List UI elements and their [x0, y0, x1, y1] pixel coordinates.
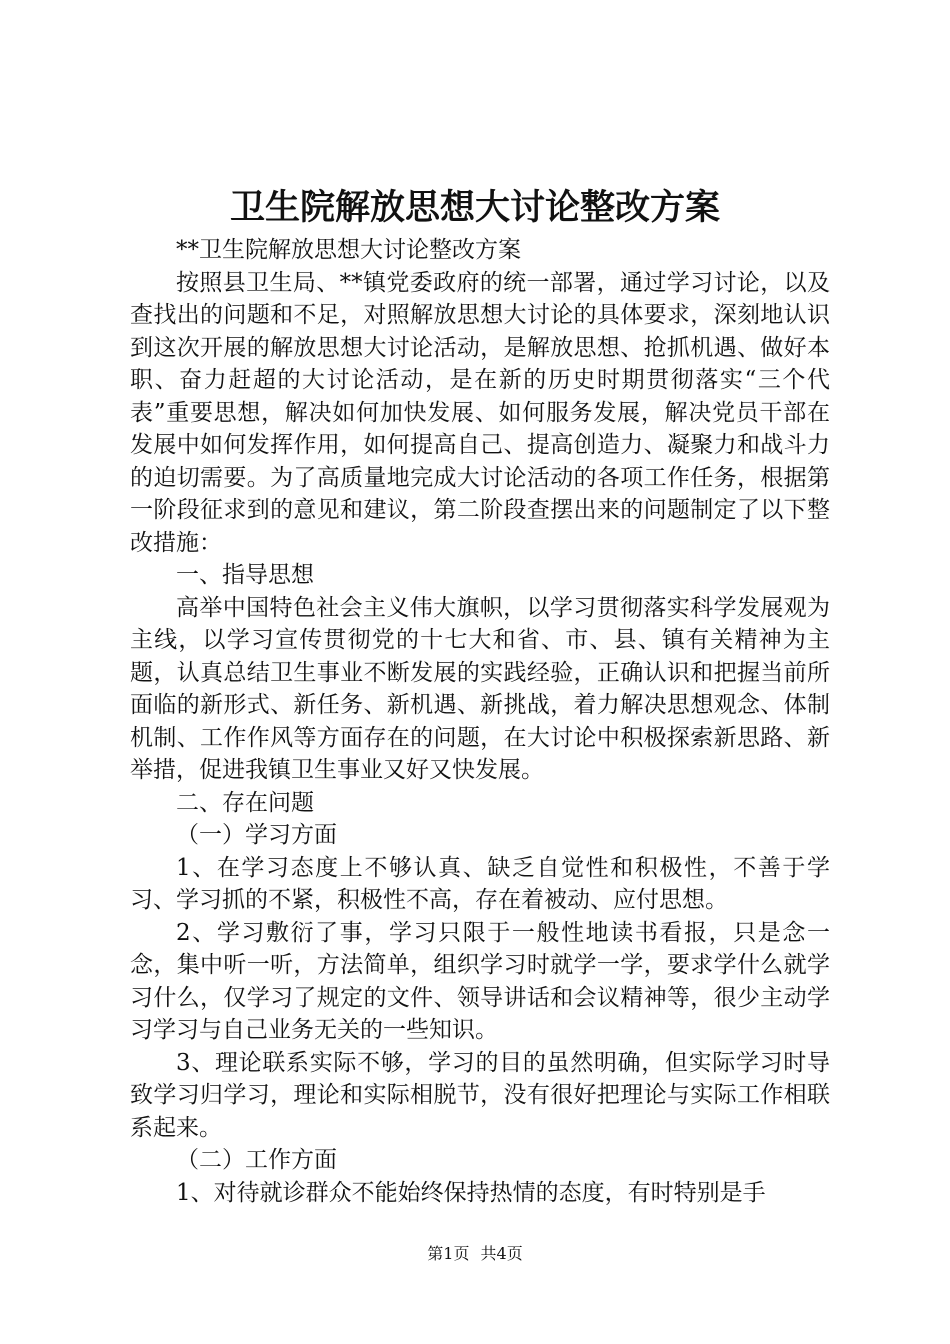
paragraph-study-3: 3、理论联系实际不够，学习的目的虽然明确，但实际学习时导致学习归学习，理论和实际相脱节，没有很好把理论与实际工作相联系起来。 — [130, 1049, 830, 1141]
section-heading-problems: 二、存在问题 — [176, 789, 314, 816]
paragraph-work-1: 1、对待就诊群众不能始终保持热情的态度，有时特别是手 — [176, 1179, 766, 1206]
paragraph-study-2: 2、学习敷衍了事，学习只限于一般性地读书看报，只是念一念，集中听一听，方法简单，组织学习时就学一学，要求学什么就学习什么，仅学习了规定的文件、领导讲话和会议精神等，很少主动学习学习与自己业务无关的一些知识。 — [130, 919, 830, 1043]
subsection-heading-study: （一）学习方面 — [176, 822, 337, 848]
paragraph-study-1: 1、在学习态度上不够认真、缺乏自觉性和积极性，不善于学习、学习抓的不紧，积极性不高，存在着被动、应付思想。 — [130, 854, 830, 913]
paragraph-guiding-thought: 高举中国特色社会主义伟大旗帜，以学习贯彻落实科学发展观为主线，以学习宣传贯彻党的十七大和省、市、县、镇有关精神为主题，认真总结卫生事业不断发展的实践经验，正确认识和把握当前所面临的新形式、新任务、新机遇、新挑战，着力解决思想观念、体制机制、工作作风等方面存在的问题，在大讨论中积极探索新思路、新举措，促进我镇卫生事业又好又快发展。 — [130, 594, 830, 783]
page-footer — [0, 1243, 950, 1265]
paragraph-subtitle: **卫生院解放思想大讨论整改方案 — [176, 237, 521, 263]
page-number: 第1页 — [427, 1244, 470, 1263]
document-body — [130, 234, 830, 1209]
page-total: 共4页 — [480, 1244, 523, 1263]
document-title: 卫生院解放思想大讨论整改方案 — [229, 187, 720, 228]
paragraph-intro: 按照县卫生局、**镇党委政府的统一部署，通过学习讨论，以及查找出的问题和不足，对照解放思想大讨论的具体要求，深刻地认识到这次开展的解放思想大讨论活动，是解放思想、抢抓机遇、做好本职、奋力赶超的大讨论活动，是在新的历史时期贯彻落实“三个代表”重要思想，解决如何加快发展、如何服务发展，解决党员干部在发展中如何发挥作用，如何提高自己、提高创造力、凝聚力和战斗力的迫切需要。为了高质量地完成大讨论活动的各项工作任务，根据第一阶段征求到的意见和建议，第二阶段查摆出来的问题制定了以下整改措施： — [130, 269, 830, 556]
subsection-heading-work: （二）工作方面 — [176, 1147, 337, 1173]
section-heading-guiding-thought: 一、指导思想 — [176, 562, 314, 588]
